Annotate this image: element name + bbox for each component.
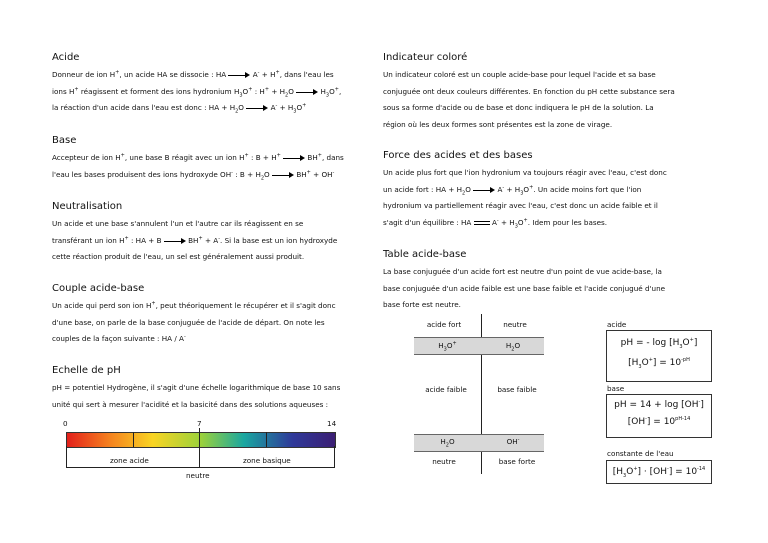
section-title-acide: Acide — [52, 52, 80, 63]
section-title-force: Force des acides et des bases — [383, 150, 533, 161]
cell-neutre-top: neutre — [503, 320, 527, 329]
zone-basique-label: zone basique — [243, 456, 291, 465]
echelle-text: pH = potentiel Hydrogène, il s'agit d'une échelle logarithmique de base 10 sans unité qui sert à mesurer l'acidité et la basicité dans des solutions aqueuses : — [52, 383, 341, 409]
cell-base-faible: base faible — [497, 385, 537, 394]
cell-oh: OH- — [506, 436, 520, 446]
section-title-indicateur: Indicateur coloré — [383, 52, 468, 63]
formula-box-eau: $[H_3O^+] \cdot [OH^-] = 10^{-14}$ — [606, 460, 712, 484]
neutre-label: neutre — [186, 471, 210, 480]
cell-h2o: $H_2O$ — [505, 341, 521, 353]
base-text: Accepteur de ion H+, une base B réagit avec un ion H+ : B + H+ BH+, dans l'eau les bases produisent des ions hydroxyde OH- : $B + H_2O$ BH+ + OH- — [52, 152, 344, 181]
section-title-base: Base — [52, 135, 77, 146]
cell-base-forte: base forte — [498, 457, 536, 466]
ph-neutral-line — [199, 428, 200, 468]
cell-neutre-bottom: neutre — [432, 457, 456, 466]
indicateur-text: Un indicateur coloré est un couple acide-base pour lequel l'acide et sa base conjuguée ont deux couleurs différentes. En fonction du pH cette substance sera sous sa forme d'acide ou de base et donc indiquera le pH de la solution. La région où les deux formes sont présentes est la zone de virage. — [383, 70, 675, 129]
section-title-neutralisation: Neutralisation — [52, 201, 123, 212]
cell-acide-faible: acide faible — [425, 385, 467, 394]
cell-h2o-bottom: $H_2O$ — [440, 437, 455, 449]
section-title-couple: Couple acide-base — [52, 283, 145, 294]
equilibrium-arrow-icon — [474, 220, 490, 226]
force-text: Un acide plus fort que l'ion hydronium va toujours réagir avec l'eau, c'est donc un acide fort : HA + $H_2O$ $A^- + H_3O^+$. Un acide moins fort que l'ion hydronium va partiellement réagir avec l'eau, c'est donc un acide faible et il s'agit d'un équilibre : HA $A^- + H_3O^+$. Idem pour les bases. — [383, 168, 667, 229]
ph-scale-bar — [66, 432, 336, 448]
formula-label-acide: acide — [607, 320, 627, 329]
acide-text: Donneur de ion H+, un acide HA se dissocie : HA A- + H+, dans l'eau les ions H+ réagissent et forment des ions hydronium $H_3O^+$ : $H^+ + H_2O$ $H_3O^+$, la réaction d'un acide dans l'eau est donc : HA + $H_2O$ $A^- + H_3O^+$ — [52, 69, 342, 115]
formula-label-eau: constante de l'eau — [607, 449, 674, 458]
neutralisation-text: Un acide et une base s'annulent l'un et l'autre car ils réagissent en se transférant un ion H+ : HA + B BH+ + A-. Si la base est un ion hydroxyde cette réaction produit de l'eau, un sel est généralement aussi produit. — [52, 219, 338, 261]
ph-tick — [133, 432, 134, 447]
zone-acide-label: zone acide — [110, 456, 149, 465]
cell-acide-fort: acide fort — [426, 320, 462, 329]
table-text: La base conjuguée d'un acide fort est neutre d'un point de vue acide-base, la base conjuguée d'un acide faible est une base faible et l'acide conjugué d'une base forte est neutre. — [383, 267, 666, 309]
ph-tick-label-0: 0 — [63, 419, 68, 428]
ph-tick — [266, 432, 267, 447]
ph-bracket-bottom — [66, 467, 334, 468]
ph-tick-label-14: 14 — [327, 419, 337, 428]
formula-label-base: base — [607, 384, 625, 393]
formula-box-acide: pH = - $\log [H_3O^+]$ $[H_3O^+] = 10^{-pH}$ — [606, 330, 712, 382]
formula-box-base: pH = 14 + log [OH-] $[OH^-] = 10^{pH-14}$ — [606, 394, 712, 438]
cell-h3o: $H_3O^+$ — [438, 340, 457, 353]
section-title-echelle: Echelle de pH — [52, 365, 121, 376]
ph-bracket-left — [66, 446, 67, 468]
ph-bracket-right — [334, 446, 335, 468]
section-title-table: Table acide-base — [383, 249, 467, 260]
ph-tick-label-7: 7 — [197, 419, 202, 428]
couple-text: Un acide qui perd son ion H+, peut théoriquement le récupérer et il s'agit donc d'une base, on parle de la base conjuguée de l'acide de départ. On note les couples de la façon suivante : HA / A- — [52, 300, 336, 343]
